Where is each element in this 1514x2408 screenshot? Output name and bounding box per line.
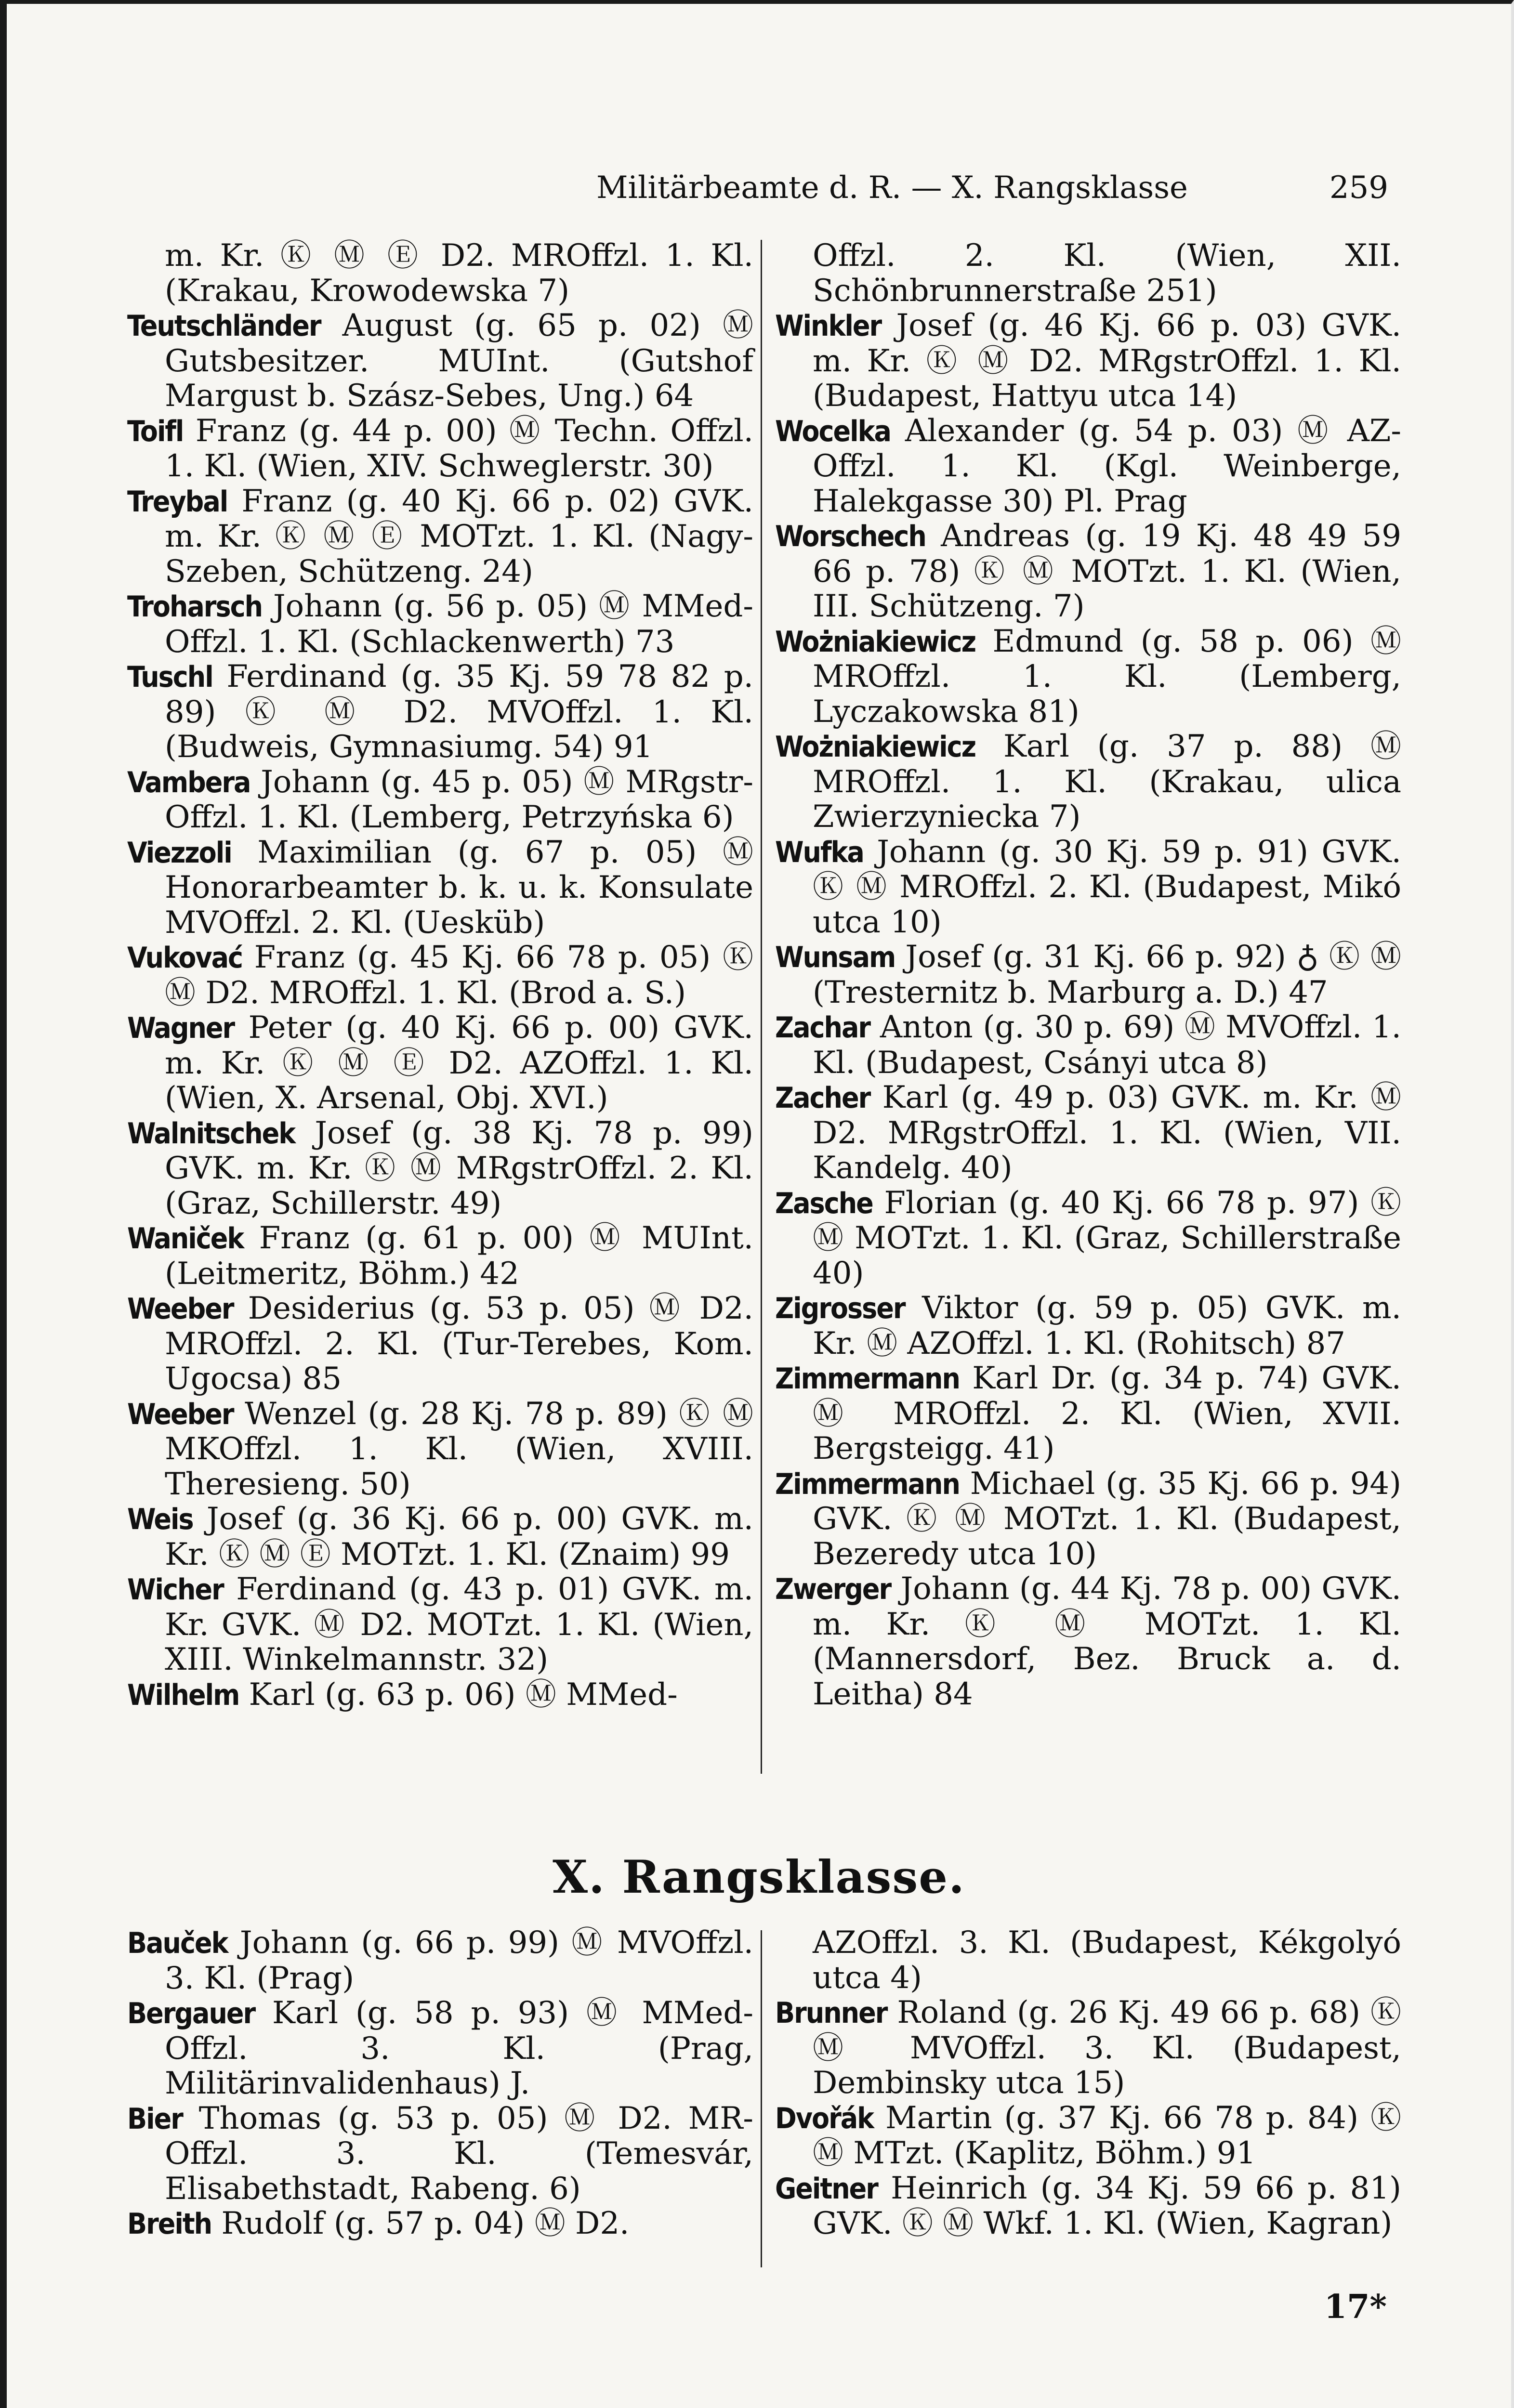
directory-entry xyxy=(127,1996,753,2101)
entry-details: Rudolf (g. 57 p. 04) Ⓜ D2. xyxy=(221,2206,630,2241)
directory-entry xyxy=(127,1572,753,1677)
directory-entry xyxy=(775,1995,1401,2101)
entry-details: AZOffzl. 3. Kl. (Budapest, Kékgolyó utca 4) xyxy=(813,1925,1401,1996)
entry-surname: Zigrosser xyxy=(775,1292,905,1325)
entry-surname: Treybal xyxy=(127,484,228,519)
entry-details: Heinrich (g. 34 Kj. 59 66 p. 81) GVK. Ⓚ Ⓜ Wkf. 1. Kl. (Wien, Kagran) xyxy=(813,2170,1402,2241)
directory-entry xyxy=(775,729,1401,835)
entry-details: Josef (g. 38 Kj. 78 p. 99) GVK. m. Kr. Ⓚ Ⓜ MRgstrOffzl. 2. Kl. (Graz, Schillerstr. 49) xyxy=(165,1115,754,1221)
entry-surname: Brunner xyxy=(775,1996,887,2030)
entry-details: Ferdinand (g. 35 Kj. 59 78 82 p. 89) Ⓚ Ⓜ D2. MVOffzl. 1. Kl. (Budweis, Gymnasiumg. 54) 91 xyxy=(165,659,754,765)
entry-details: August (g. 65 p. 02) Ⓜ Gutsbesitzer. MUInt. (Gutshof Margust b. Szász-Sebes, Ung.) 64 xyxy=(165,308,753,414)
running-title: Militärbeamte d. R. — X. Rangsklasse xyxy=(596,170,1188,206)
entry-surname: Vukovać xyxy=(127,941,243,975)
entry-surname: Weeber xyxy=(127,1397,234,1431)
left-column-top xyxy=(127,238,753,1713)
directory-entry xyxy=(775,1361,1401,1466)
entry-details: Josef (g. 36 Kj. 66 p. 00) GVK. m. Kr. Ⓚ Ⓜ Ⓔ MOTzt. 1. Kl. (Znaim) 99 xyxy=(165,1501,754,1572)
column-divider-bottom xyxy=(761,1930,762,2267)
entry-details: Wenzel (g. 28 Kj. 78 p. 89) Ⓚ Ⓜ MKOffzl. 1. Kl. (Wien, XVIII. Theresieng. 50) xyxy=(165,1396,754,1502)
directory-entry xyxy=(127,308,753,414)
directory-entry xyxy=(127,589,753,659)
entry-details: Roland (g. 26 Kj. 49 66 p. 68) Ⓚ Ⓜ MVOffzl. 3. Kl. (Budapest, Dembinsky utca 15) xyxy=(813,1995,1402,2101)
directory-entry xyxy=(127,238,753,308)
entry-surname: Vambera xyxy=(127,765,250,799)
directory-entry xyxy=(127,765,753,835)
directory-entry xyxy=(775,1291,1401,1361)
directory-entry xyxy=(127,2206,753,2242)
entry-details: Johann (g. 56 p. 05) Ⓜ MMed-Offzl. 1. Kl. (Schlackenwerth) 73 xyxy=(165,589,754,660)
entry-details: Karl (g. 37 p. 88) Ⓜ MROffzl. 1. Kl. (Krakau, ulica Zwierzyniecka 7) xyxy=(813,729,1402,835)
entry-details: Josef (g. 46 Kj. 66 p. 03) GVK. m. Kr. Ⓚ Ⓜ D2. MRgstrOffzl. 1. Kl. (Budapest, Hattyu utca 14) xyxy=(813,308,1402,414)
entry-surname: Wocelka xyxy=(775,414,891,448)
directory-entry xyxy=(127,414,753,484)
entry-details: Karl (g. 58 p. 93) Ⓜ MMed-Offzl. 3. Kl. (Prag, Militärinvalidenhaus) J. xyxy=(165,1995,754,2101)
entry-surname: Weis xyxy=(127,1503,193,1536)
entry-surname: Bergauer xyxy=(127,1997,255,2030)
entry-details: Franz (g. 40 Kj. 66 p. 02) GVK. m. Kr. Ⓚ Ⓜ Ⓔ MOTzt. 1. Kl. (Nagy-Szeben, Schützeng. 24) xyxy=(165,483,754,589)
entry-surname: Toifl xyxy=(127,414,184,448)
section-heading: X. Rangsklasse. xyxy=(553,1851,965,1904)
entry-surname: Teutschländer xyxy=(127,309,321,343)
signature-mark: 17* xyxy=(1324,2288,1387,2326)
directory-entry xyxy=(127,2101,753,2207)
directory-entry xyxy=(127,1116,753,1221)
entry-surname: Wufka xyxy=(775,835,864,869)
entry-details: Franz (g. 45 Kj. 66 78 p. 05) Ⓚ Ⓜ D2. MROffzl. 1. Kl. (Brod a. S.) xyxy=(165,940,754,1011)
entry-surname: Bier xyxy=(127,2102,183,2136)
directory-entry xyxy=(127,659,753,765)
page-header xyxy=(455,170,1388,206)
entry-details: Franz (g. 61 p. 00) Ⓜ MUInt. (Leitmeritz, Böhm.) 42 xyxy=(165,1220,754,1292)
directory-entry xyxy=(775,1186,1401,1291)
entry-details: Johann (g. 30 Kj. 59 p. 91) GVK. Ⓚ Ⓜ MROffzl. 2. Kl. (Budapest, Mikó utca 10) xyxy=(813,834,1402,940)
entry-details: Karl (g. 49 p. 03) GVK. m. Kr. Ⓜ D2. MRgstrOffzl. 1. Kl. (Wien, VII. Kandelg. 40) xyxy=(813,1080,1402,1186)
entry-surname: Wilhelm xyxy=(127,1678,239,1712)
entry-details: Alexander (g. 54 p. 03) Ⓜ AZ-Offzl. 1. Kl. (Kgl. Weinberge, Halekgasse 30) Pl. Prag xyxy=(813,413,1402,519)
right-column-top xyxy=(775,238,1401,1712)
entry-details: Johann (g. 45 p. 05) Ⓜ MRgstr-Offzl. 1. Kl. (Lemberg, Petrzyńska 6) xyxy=(165,764,754,835)
entry-surname: Wożniakiewicz xyxy=(775,730,976,764)
entry-details: Offzl. 2. Kl. (Wien, XII. Schönbrunnerstraße 251) xyxy=(813,238,1401,309)
directory-entry xyxy=(775,1925,1401,1995)
entry-surname: Weeber xyxy=(127,1292,234,1326)
directory-entry xyxy=(127,1291,753,1397)
entry-surname: Wagner xyxy=(127,1011,235,1045)
directory-entry xyxy=(775,519,1401,624)
entry-surname: Winkler xyxy=(775,309,882,343)
directory-entry xyxy=(127,1925,753,1996)
entry-details: Edmund (g. 58 p. 06) Ⓜ MROffzl. 1. Kl. (Lemberg, Lyczakowska 81) xyxy=(813,623,1402,730)
entry-details: Johann (g. 66 p. 99) Ⓜ MVOffzl. 3. Kl. (Prag) xyxy=(165,1925,754,1996)
entry-surname: Zachar xyxy=(775,1011,870,1045)
right-column-bottom xyxy=(775,1925,1401,2241)
directory-entry xyxy=(775,940,1401,1010)
entry-details: Thomas (g. 53 p. 05) Ⓜ D2. MR-Offzl. 3. Kl. (Temesvár, Elisabethstadt, Rabeng. 6) xyxy=(165,2100,754,2207)
entry-details: Desiderius (g. 53 p. 05) Ⓜ D2. MROffzl. 2. Kl. (Tur-Terebes, Kom. Ugocsa) 85 xyxy=(165,1291,753,1397)
page-number: 259 xyxy=(1329,170,1388,206)
entry-details: Maximilian (g. 67 p. 05) Ⓜ Honorarbeamter b. k. u. k. Konsulate MVOffzl. 2. Kl. (Uesküb) xyxy=(165,834,753,941)
entry-details: Martin (g. 37 Kj. 66 78 p. 84) Ⓚ Ⓜ MTzt. (Kaplitz, Böhm.) 91 xyxy=(813,2100,1402,2171)
directory-entry xyxy=(775,2101,1401,2171)
directory-entry xyxy=(775,1080,1401,1186)
entry-surname: Zimmermann xyxy=(775,1362,960,1396)
entry-surname: Tuschl xyxy=(127,660,213,694)
directory-entry xyxy=(775,414,1401,519)
entry-surname: Wicher xyxy=(127,1573,224,1607)
directory-entry xyxy=(775,835,1401,940)
entry-details: Franz (g. 44 p. 00) Ⓜ Techn. Offzl. 1. Kl. (Wien, XIV. Schweglerstr. 30) xyxy=(165,413,754,484)
directory-entry xyxy=(127,940,753,1010)
directory-entry xyxy=(775,2171,1401,2241)
directory-entry xyxy=(127,1677,753,1713)
directory-entry xyxy=(775,238,1401,308)
entry-surname: Zacher xyxy=(775,1081,870,1115)
entry-details: Karl (g. 63 p. 06) Ⓜ MMed- xyxy=(249,1676,678,1713)
entry-details: Anton (g. 30 p. 69) Ⓜ MVOffzl. 1. Kl. (Budapest, Csányi utca 8) xyxy=(813,1009,1402,1081)
directory-entry xyxy=(127,484,753,589)
entry-details: Florian (g. 40 Kj. 66 78 p. 97) Ⓚ Ⓜ MOTzt. 1. Kl. (Graz, Schillerstraße 40) xyxy=(813,1185,1402,1291)
entry-details: Johann (g. 44 Kj. 78 p. 00) GVK. m. Kr. Ⓚ Ⓜ MOTzt. 1. Kl. (Mannersdorf, Bez. Bruck a. d. Leitha) 84 xyxy=(813,1571,1402,1712)
directory-entry xyxy=(127,1010,753,1116)
directory-entry xyxy=(127,1397,753,1502)
entry-surname: Geitner xyxy=(775,2172,878,2206)
entry-details: Karl Dr. (g. 34 p. 74) GVK. Ⓜ MROffzl. 2. Kl. (Wien, XVII. Bergsteigg. 41) xyxy=(813,1361,1402,1466)
directory-entry xyxy=(775,624,1401,730)
directory-entry xyxy=(127,835,753,941)
entry-details: Josef (g. 31 Kj. 66 p. 92) ♁ Ⓚ Ⓜ (Tresternitz b. Marburg a. D.) 47 xyxy=(813,939,1402,1010)
directory-entry xyxy=(775,1466,1401,1572)
directory-entry xyxy=(775,308,1401,414)
entry-details: m. Kr. Ⓚ Ⓜ Ⓔ D2. MROffzl. 1. Kl. (Krakau, Krowodewska 7) xyxy=(165,238,753,309)
entry-surname: Dvořák xyxy=(775,2101,874,2135)
entry-details: Peter (g. 40 Kj. 66 p. 00) GVK. m. Kr. Ⓚ Ⓜ Ⓔ D2. AZOffzl. 1. Kl. (Wien, X. Arsenal, Obj. XVI.) xyxy=(165,1010,754,1116)
left-column-bottom xyxy=(127,1925,753,2242)
entry-details: Viktor (g. 59 p. 05) GVK. m. Kr. Ⓜ AZOffzl. 1. Kl. (Rohitsch) 87 xyxy=(813,1290,1402,1361)
entry-surname: Waniček xyxy=(127,1222,244,1256)
entry-surname: Zasche xyxy=(775,1186,873,1220)
directory-entry xyxy=(775,1571,1401,1712)
entry-surname: Walnitschek xyxy=(127,1116,295,1151)
directory-entry xyxy=(127,1502,753,1572)
entry-surname: Troharsch xyxy=(127,590,263,624)
entry-surname: Zimmermann xyxy=(775,1467,960,1501)
entry-surname: Bauček xyxy=(127,1926,228,1960)
entry-details: Andreas (g. 19 Kj. 48 49 59 66 p. 78) Ⓚ Ⓜ MOTzt. 1. Kl. (Wien, III. Schützeng. 7) xyxy=(813,518,1402,624)
entry-surname: Zwerger xyxy=(775,1572,891,1606)
entry-surname: Wożniakiewicz xyxy=(775,625,976,659)
entry-surname: Breith xyxy=(127,2207,212,2241)
column-divider-top xyxy=(761,240,762,1774)
entry-surname: Wunsam xyxy=(775,941,895,974)
entry-details: Michael (g. 35 Kj. 66 p. 94) GVK. Ⓚ Ⓜ MOTzt. 1. Kl. (Budapest, Bezeredy utca 10) xyxy=(813,1466,1402,1572)
entry-surname: Worschech xyxy=(775,520,926,553)
entry-details: Ferdinand (g. 43 p. 01) GVK. m. Kr. GVK. Ⓜ D2. MOTzt. 1. Kl. (Wien, XIII. Winkelmannstr. 32) xyxy=(165,1571,754,1677)
entry-surname: Viezzoli xyxy=(127,836,232,870)
directory-entry xyxy=(775,1010,1401,1080)
directory-entry xyxy=(127,1221,753,1291)
